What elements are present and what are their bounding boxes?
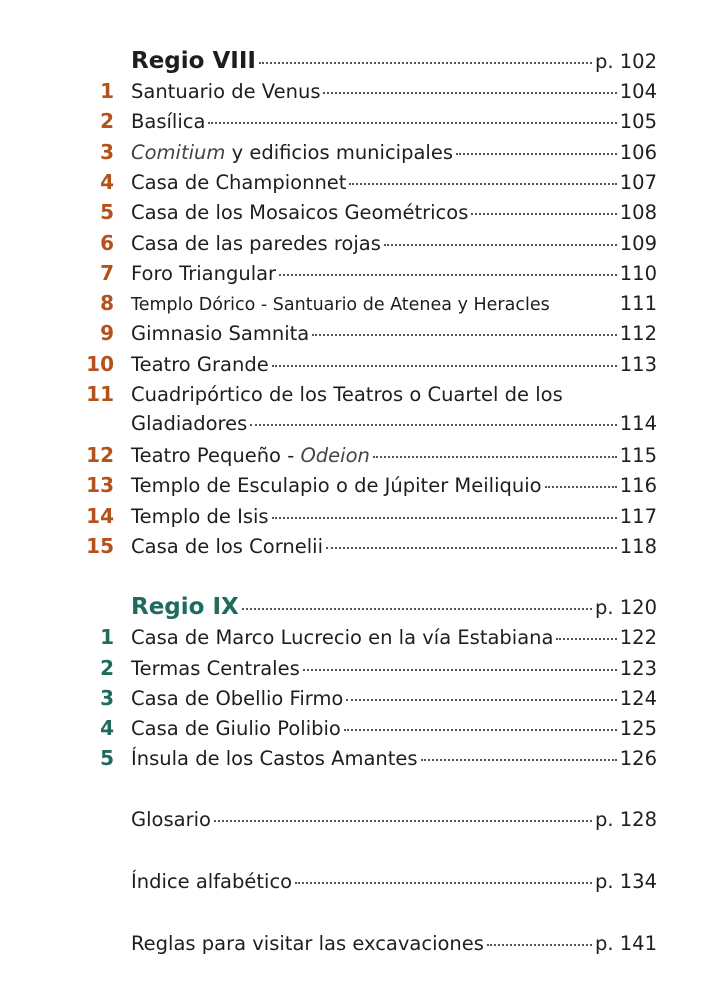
toc-entry[interactable] — [80, 228, 657, 258]
toc-entry[interactable] — [80, 470, 657, 500]
entry-label — [131, 138, 453, 168]
toc-entry[interactable] — [80, 76, 657, 106]
entry-number: 2 — [100, 109, 114, 133]
leader-dots — [344, 729, 617, 731]
entry-label: Santuario de Venus — [131, 80, 321, 103]
entry-page: 110 — [619, 262, 657, 285]
toc-entry[interactable] — [80, 440, 657, 470]
entry-page: 117 — [619, 505, 657, 528]
entry-number: 1 — [100, 79, 114, 103]
entry-label: Casa de Obellio Firmo — [131, 687, 344, 710]
section-page: p. 102 — [595, 50, 657, 73]
entry-number: 3 — [100, 140, 114, 164]
entry-number: 4 — [100, 716, 114, 740]
entry-number: 3 — [100, 686, 114, 710]
toc-entry[interactable] — [80, 167, 657, 197]
entry-number: 9 — [100, 321, 114, 345]
toc-entry[interactable] — [80, 653, 657, 683]
leader-dots — [373, 456, 617, 458]
entry-label: Casa de los Mosaicos Geométricos — [131, 201, 469, 224]
entry-page: 116 — [619, 474, 657, 497]
leader-dots — [545, 486, 617, 488]
leader-dots — [553, 304, 617, 306]
leader-dots — [208, 122, 616, 124]
entry-number: 1 — [100, 625, 114, 649]
entry-number: 14 — [86, 504, 114, 528]
entry-label: Glosario — [131, 808, 211, 831]
entry-page: 122 — [619, 626, 657, 649]
section-heading-regio-ix[interactable] — [80, 592, 657, 622]
toc-extra-glosario[interactable] — [80, 805, 657, 835]
leader-dots — [259, 62, 592, 64]
entry-number: 5 — [100, 746, 114, 770]
leader-dots — [214, 820, 592, 822]
entry-number: 5 — [100, 200, 114, 224]
section-page: p. 120 — [595, 596, 657, 619]
entry-page: 115 — [619, 444, 657, 467]
toc-entry[interactable] — [80, 258, 657, 288]
entry-label: Foro Triangular — [131, 262, 277, 285]
entry-page: 104 — [619, 80, 657, 103]
entry-label-start: Teatro Pequeño - — [131, 444, 301, 467]
entry-label: Templo de Isis — [131, 505, 269, 528]
entry-label: Casa de Giulio Polibio — [131, 717, 341, 740]
entry-label: Teatro Grande — [131, 353, 269, 376]
toc-extra-indice[interactable] — [80, 867, 657, 897]
leader-dots — [272, 365, 617, 367]
entry-label: Casa de Championnet — [131, 171, 347, 194]
leader-dots — [487, 944, 592, 946]
entry-page: 114 — [619, 412, 657, 435]
toc-entry[interactable] — [80, 197, 657, 227]
leader-dots — [323, 92, 616, 94]
leader-dots — [272, 517, 617, 519]
entry-page: 106 — [619, 141, 657, 164]
entry-number: 6 — [100, 231, 114, 255]
entry-page: 118 — [619, 535, 657, 558]
entry-label: Templo Dórico - Santuario de Atenea y Heracles — [131, 295, 550, 315]
section-title: Regio IX — [131, 594, 239, 620]
entry-page: 124 — [619, 687, 657, 710]
entry-number: 13 — [86, 473, 114, 497]
toc-entry[interactable] — [80, 622, 657, 652]
entry-page: 123 — [619, 657, 657, 680]
entry-number: 12 — [86, 443, 114, 467]
entry-label — [131, 441, 370, 471]
toc-entry[interactable] — [80, 137, 657, 167]
entry-label-line2: Gladiadores — [131, 412, 248, 435]
leader-dots — [471, 213, 616, 215]
entry-label: Termas Centrales — [131, 657, 300, 680]
leader-dots — [326, 547, 617, 549]
toc-entry[interactable] — [80, 501, 657, 531]
toc-entry[interactable] — [80, 106, 657, 136]
entry-label-italic: Comitium — [131, 141, 226, 164]
leader-dots — [456, 153, 617, 155]
leader-dots — [312, 334, 617, 336]
entry-number: 11 — [86, 382, 114, 406]
entry-label: Casa de Marco Lucrecio en la vía Estabiana — [131, 626, 554, 649]
leader-dots — [303, 669, 617, 671]
entry-number: 8 — [100, 291, 114, 315]
section-heading-regio-viii[interactable] — [80, 46, 657, 76]
toc-entry-continuation[interactable] — [80, 409, 657, 439]
toc-entry[interactable] — [80, 288, 657, 318]
entry-page: 109 — [619, 232, 657, 255]
leader-dots — [349, 183, 616, 185]
toc-entry[interactable] — [80, 531, 657, 561]
entry-label: Cuadripórtico de los Teatros o Cuartel de los — [131, 383, 563, 406]
entry-label: Gimnasio Samnita — [131, 322, 310, 345]
entry-page: p. 128 — [595, 808, 657, 831]
leader-dots — [279, 274, 617, 276]
entry-label: Templo de Esculapio o de Júpiter Meiliquio — [131, 474, 542, 497]
entry-label: Ínsula de los Castos Amantes — [131, 747, 418, 770]
entry-number: 4 — [100, 170, 114, 194]
entry-page: 126 — [619, 747, 657, 770]
toc-entry[interactable] — [80, 743, 657, 773]
toc-entry[interactable] — [80, 683, 657, 713]
entry-label-rest: y edificios municipales — [225, 141, 454, 164]
entry-number: 7 — [100, 261, 114, 285]
entry-number: 10 — [86, 352, 114, 376]
entry-label: Índice alfabético — [131, 870, 293, 893]
leader-dots — [421, 759, 617, 761]
entry-page: p. 134 — [595, 870, 657, 893]
leader-dots — [384, 244, 617, 246]
toc-extra-reglas[interactable] — [80, 929, 657, 959]
leader-dots — [295, 882, 592, 884]
entry-label: Basílica — [131, 110, 206, 133]
leader-dots — [346, 699, 616, 701]
entry-page: 125 — [619, 717, 657, 740]
entry-page: 112 — [619, 322, 657, 345]
toc-entry[interactable] — [80, 379, 657, 409]
leader-dots — [250, 424, 616, 426]
leader-dots — [556, 638, 616, 640]
entry-label-italic: Odeion — [300, 444, 370, 467]
toc-entry[interactable] — [80, 318, 657, 348]
entry-page: p. 141 — [595, 932, 657, 955]
entry-page: 113 — [619, 353, 657, 376]
entry-page: 105 — [619, 110, 657, 133]
toc-entry[interactable] — [80, 713, 657, 743]
entry-label: Reglas para visitar las excavaciones — [131, 932, 484, 955]
entry-page: 108 — [619, 201, 657, 224]
leader-dots — [242, 608, 592, 610]
entry-label: Casa de los Cornelii — [131, 535, 323, 558]
section-title: Regio VIII — [131, 48, 256, 74]
entry-number: 2 — [100, 656, 114, 680]
entry-page: 107 — [619, 171, 657, 194]
entry-label: Casa de las paredes rojas — [131, 232, 381, 255]
toc-entry[interactable] — [80, 349, 657, 379]
entry-number: 15 — [86, 534, 114, 558]
entry-page: 111 — [619, 292, 657, 315]
